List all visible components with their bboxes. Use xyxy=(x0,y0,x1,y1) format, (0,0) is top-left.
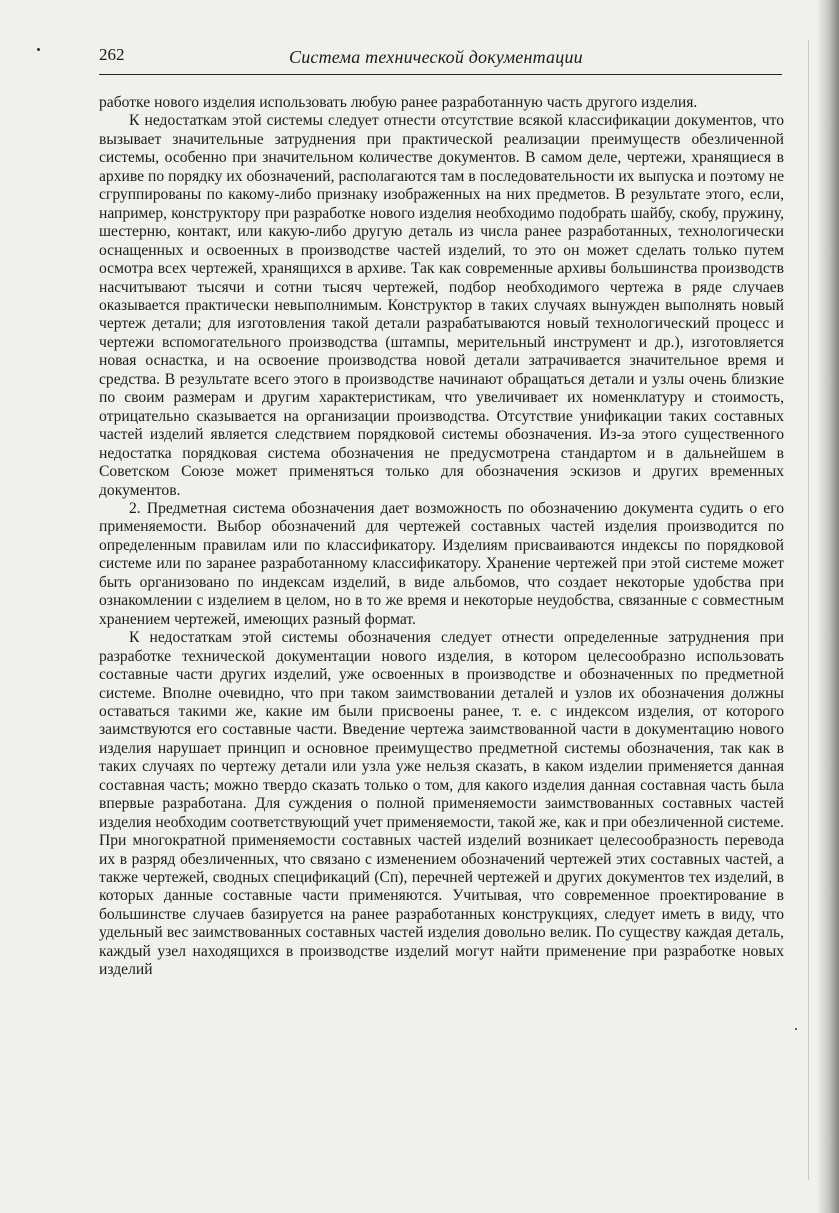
scan-speck xyxy=(795,1028,797,1030)
paragraph: К недостаткам этой системы следует отнести отсутствие всякой классификации документов, что вызывает значительные затруднения при практической реализации преимуществ обезличенной системы, особенно при значительном количестве документов. В самом деле, чертежи, хранящиеся в архиве по порядку их обозначений, располагаются там в последовательности их выпуска и поэтому не сгруппированы по какому-либо признаку изображенных на них предметов. В результате этого, если, например, конструктору при разработке нового изделия необходимо подобрать шайбу, скобу, пружину, шестерню, контакт, или какую-либо другую деталь из числа ранее разработанных, технологически оснащенных и освоенных в производстве частей изделий, то это он может сделать только путем осмотра всех чертежей, хранящихся в архиве. Так как современные архивы большинства производств насчитывают тысячи и сотни тысяч чертежей, подбор необходимого чертежа в ряде случаев оказывается практически невыполнимым. Конструктор в таких случаях вынужден выполнять новый чертеж детали; для изготовления такой детали разрабатываются новый технологический процесс и чертежи вспомогательного производства (штампы, мерительный инструмент и др.), изготовляется новая оснастка, и на освоение производства новой детали затрачивается значительное время и средства. В результате всего этого в производстве начинают обращаться детали и узлы очень близкие по своим размерам и другим характеристикам, что увеличивает их номенклатуру и стоимость, отрицательно сказывается на организации производства. Отсутствие унификации таких составных частей изделий является следствием порядковой системы обозначения. Из-за этого существенного недостатка порядковая система обозначения не предусмотрена стандартом и в дальнейшем в Советском Союзе может применяться только для обозначения эскизов и других временных документов. xyxy=(99,112,784,499)
header-rule xyxy=(99,74,782,75)
page-number: 262 xyxy=(99,45,125,64)
page-binding-shadow xyxy=(817,0,839,1213)
page-edge-line xyxy=(808,40,809,1180)
paragraph: 2. Предметная система обозначения дает возможность по обозначению документа судить о его применяемости. Выбор обозначений для чертежей составных частей изделия производится по определенным правилам или по классификатору. Изделиям присваиваются индексы по порядковой системе или по заранее разработанному классификатору. Хранение чертежей при этой системе может быть организовано по индексам изделий, в виде альбомов, что создает некоторые удобства при ознакомлении с изделием в целом, но в то же время и некоторые неудобства, связанные с совместным хранением чертежей, имеющих разный формат. xyxy=(99,499,784,628)
running-title: Система технической документации xyxy=(289,47,583,67)
paragraph: работке нового изделия использовать любую ранее разработанную часть другого изделия. xyxy=(99,94,698,111)
paragraph: К недостаткам этой системы обозначения следует отнести определенные затруднения при разработке технической документации нового изделия, в котором целесообразно использовать составные части других изделий, уже освоенных в производстве и обозначенных по предметной системе. Вполне очевидно, что при таком заимствовании деталей и узлов их обозначения должны оставаться такими же, какие им были присвоены ранее, т. е. с индексом изделия, от которого заимствуются его составные части. Введение чертежа заимствованной части в документацию нового изделия нарушает принцип и основное преимущество предметной системы обозначения, так как в таких случаях по чертежу детали или узла уже нельзя сказать, в каком изделии применяется данная составная часть; можно твердо сказать только о том, для какого изделия данная составная часть была впервые разработана. Для суждения о полной применяемости заимствованных составных частей изделия необходим соответствующий учет применяемости, такой же, как и при обезличенной системе. При многократной применяемости составных частей изделий возникает целесообразность перевода их в разряд обезличенных, что связано с изменением обозначений чертежей этих составных частей, а также чертежей, сводных спецификаций (Сп), перечней чертежей и других документов тех изделий, в которых данные составные части применяются. Учитывая, что современное проектирование в большинстве случаев базируется на ранее разработанных конструкциях, следует иметь в виду, что удельный вес заимствованных составных частей изделия довольно велик. По существу каждая деталь, каждый узел находящихся в производстве изделий могут найти применение при разработке новых изделий xyxy=(99,629,784,979)
scan-speck xyxy=(37,48,40,51)
page-header xyxy=(99,44,782,72)
body-text xyxy=(99,94,784,980)
